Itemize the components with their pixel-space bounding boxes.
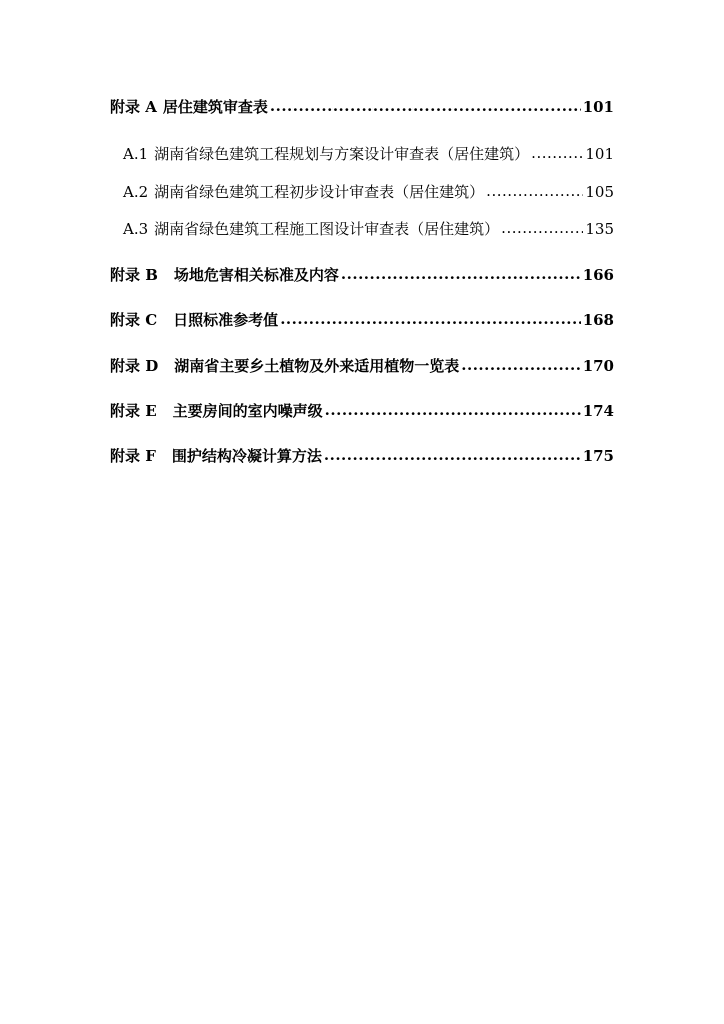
toc-entry-title: 湖南省绿色建筑工程规划与方案设计审查表（居住建筑） (154, 145, 530, 163)
toc-entry-page: 105 (585, 183, 614, 201)
toc-entry-code: A.1 (123, 145, 149, 163)
toc-entry-page: 101 (585, 145, 614, 163)
toc-entry-appendix-b[interactable] (110, 264, 614, 285)
toc-entry-a1[interactable] (123, 143, 614, 164)
dot-leader (501, 219, 583, 234)
dot-leader (270, 97, 581, 112)
toc-entry-appendix-c[interactable] (110, 309, 614, 330)
toc-entry-appendix-f[interactable] (110, 445, 614, 466)
toc-entry-title: 湖南省绿色建筑工程施工图设计审查表（居住建筑） (154, 220, 500, 238)
toc-entry-title: 主要房间的室内噪声级 (172, 402, 323, 420)
dot-leader (325, 401, 581, 416)
toc-entry-code: A.2 (123, 183, 149, 201)
toc-entry-appendix-e[interactable] (110, 400, 614, 421)
toc-entry-code: 附录 F (110, 447, 156, 465)
toc-entry-page: 135 (585, 220, 614, 238)
toc-entry-title: 湖南省主要乡土植物及外来适用植物一览表 (174, 357, 460, 375)
toc-entry-title: 场地危害相关标准及内容 (173, 266, 339, 284)
toc-entry-code: 附录 A (110, 98, 157, 116)
toc-entry-code: 附录 C (110, 311, 158, 329)
toc-entry-page: 174 (582, 402, 614, 420)
dot-leader (341, 265, 581, 280)
toc-entry-appendix-d[interactable] (110, 355, 614, 376)
toc-entry-page: 101 (582, 98, 614, 116)
toc-entry-code: 附录 D (110, 357, 159, 375)
toc-entry-page: 175 (582, 447, 614, 465)
toc-entry-title: 湖南省绿色建筑工程初步设计审查表（居住建筑） (154, 183, 485, 201)
dot-leader (531, 144, 583, 159)
toc-entry-page: 168 (582, 311, 614, 329)
toc-entry-a2[interactable] (123, 181, 614, 202)
toc-entry-title: 围护结构冷凝计算方法 (171, 447, 322, 465)
toc-entry-title: 日照标准参考值 (173, 311, 279, 329)
dot-leader (486, 182, 583, 197)
toc-entry-code: 附录 B (110, 266, 158, 284)
dot-leader (280, 310, 581, 325)
toc-entry-code: A.3 (123, 220, 149, 238)
toc-entry-title: 居住建筑审查表 (162, 98, 268, 116)
toc-entry-page: 166 (582, 266, 614, 284)
toc-entry-code: 附录 E (110, 402, 157, 420)
dot-leader (461, 356, 580, 371)
toc-entry-appendix-a[interactable] (110, 96, 614, 117)
toc-entry-a3[interactable] (123, 218, 614, 239)
dot-leader (324, 446, 581, 461)
toc-entry-page: 170 (582, 357, 614, 375)
